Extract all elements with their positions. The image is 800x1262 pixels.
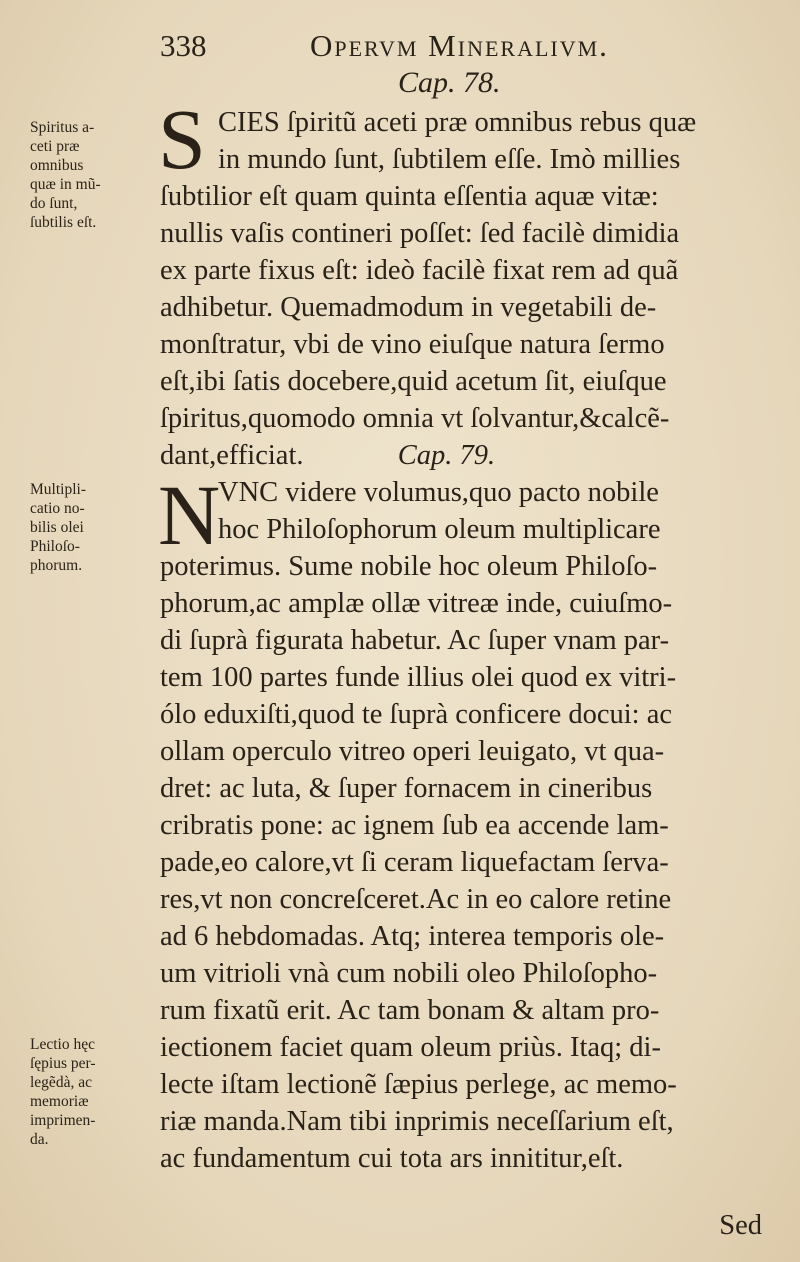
margin-note-line: do ſunt, [30, 195, 78, 212]
main-text [160, 104, 772, 1177]
margin-note-lectio [30, 1035, 155, 1149]
margin-note-line: Lectio hęc [30, 1036, 95, 1053]
text-line: poterimus. Sume nobile hoc oleum Philoſo- [160, 551, 658, 582]
margin-note-line: Philoſo- [30, 538, 80, 555]
text-line-with-heading [160, 437, 772, 474]
text-line: tem 100 partes funde illius olei quod ex vitri- [160, 662, 677, 693]
text-line: um vitrioli vnà cum nobili oleo Philoſopho- [160, 958, 658, 989]
text-line: iectionem faciet quam oleum priùs. Itaq; di- [160, 1032, 661, 1063]
text-line: pade,eo calore,vt ſi ceram liquefactam ſerva- [160, 847, 669, 878]
margin-note-line: imprimen- [30, 1112, 96, 1129]
text-line: ólo eduxiſti,quod te ſuprà conficere docui: ac [160, 699, 673, 730]
text-line: ex parte fixus eſt: ideò facilè fixat rem ad quã [160, 255, 679, 286]
text-line: ſpiritus,quomodo omnia vt ſolvantur,&calcẽ- [160, 403, 670, 434]
margin-note-line: Multipli- [30, 481, 86, 498]
text-line: hoc Philoſophorum oleum multiplicare [218, 514, 661, 545]
text-line: res,vt non concreſceret.Ac in eo calore retine [160, 884, 672, 915]
margin-note-spiritus [30, 118, 155, 232]
running-title: Opervm Mineralivm. [310, 28, 609, 63]
text-line: dret: ac luta, & ſuper fornacem in cineribus [160, 773, 653, 804]
margin-note-line: memoriæ [30, 1093, 89, 1110]
dropcap-n: N [158, 467, 221, 563]
running-header [160, 26, 680, 66]
text-line: ac fundamentum cui tota ars innititur,eſt. [160, 1143, 624, 1174]
margin-note-line: ceti præ [30, 138, 80, 155]
text-line: di ſuprà figurata habetur. Ac ſuper vnam par- [160, 625, 670, 656]
catchword: Sed [719, 1210, 762, 1241]
text-line: CIES ſpiritũ aceti præ omnibus rebus quæ [218, 107, 697, 138]
margin-note-line: phorum. [30, 557, 83, 574]
text-line: VNC videre volumus,quo pacto nobile [218, 477, 659, 508]
margin-note-line: Spiritus a- [30, 119, 95, 136]
margin-note-line: ſubtilis eſt. [30, 214, 97, 231]
text-line: in mundo ſunt, ſubtilem eſſe. Imò millies [218, 144, 681, 175]
margin-note-line: ſępius per- [30, 1055, 96, 1072]
dropcap-s: S [158, 91, 206, 187]
chapter-79-heading: Cap. 79. [397, 440, 496, 471]
margin-note-line: catio no- [30, 500, 85, 517]
text-line: nullis vaſis contineri poſſet: ſed facilè dimidia [160, 218, 680, 249]
text-line: eſt,ibi ſatis docebere,quid acetum ſit, eiuſque [160, 366, 667, 397]
text-line: adhibetur. Quemadmodum in vegetabili de- [160, 292, 657, 323]
margin-note-line: da. [30, 1131, 49, 1148]
text-line: riæ manda.Nam tibi inprimis neceſſarium eſt, [160, 1106, 674, 1137]
margin-note-line: omnibus [30, 157, 84, 174]
chapter-78-heading: Cap. 78. [398, 66, 501, 99]
margin-note-line: legẽdà, ac [30, 1074, 92, 1091]
margin-note-line: quæ in mũ- [30, 176, 101, 193]
text-line-end: dant,efficiat. [160, 440, 304, 471]
margin-note-line: bilis olei [30, 519, 84, 536]
margin-note-multiplicatio [30, 480, 155, 575]
text-line: ad 6 hebdomadas. Atq; interea temporis ole- [160, 921, 665, 952]
text-line: phorum,ac amplæ ollæ vitreæ inde, cuiuſmo- [160, 588, 673, 619]
text-line: lecte iſtam lectionẽ ſæpius perlege, ac memo- [160, 1069, 677, 1100]
text-line: ollam operculo vitreo operi leuigato, vt qua- [160, 736, 665, 767]
page-number: 338 [160, 28, 207, 63]
text-line: monſtratur, vbi de vino eiuſque natura ſermo [160, 329, 665, 360]
text-line: ſubtilior eſt quam quinta eſſentia aquæ vitæ: [160, 181, 659, 212]
text-line: cribratis pone: ac ignem ſub ea accende lam- [160, 810, 669, 841]
text-line: rum fixatũ erit. Ac tam bonam & altam pro- [160, 995, 660, 1026]
